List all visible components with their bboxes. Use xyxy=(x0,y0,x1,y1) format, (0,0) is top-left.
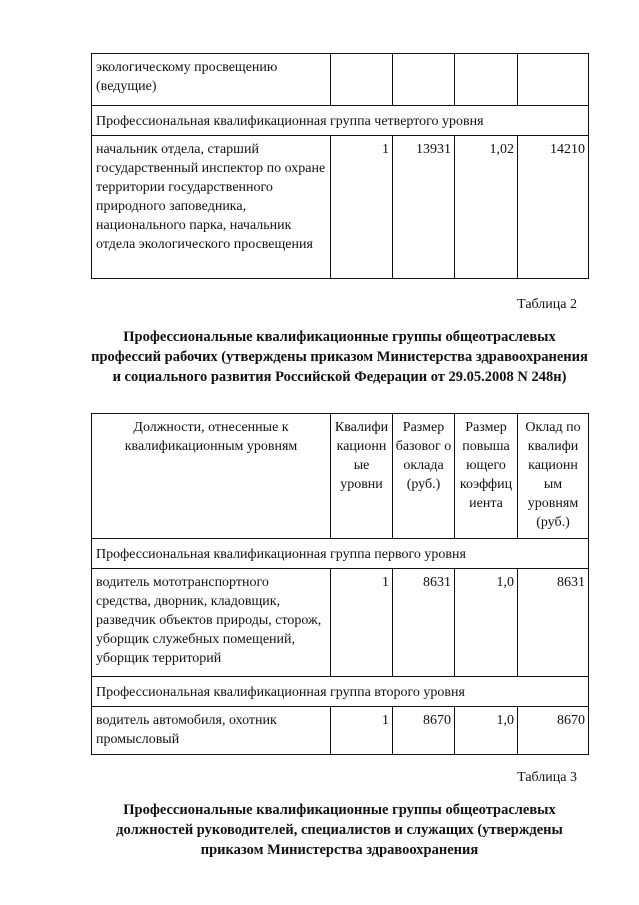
table2-row2-coef: 1,0 xyxy=(455,707,518,755)
table2-row2-level: 1 xyxy=(331,707,393,755)
table2-row1-coef: 1,0 xyxy=(455,569,518,677)
table1-row2-base: 13931 xyxy=(393,136,455,279)
table-row xyxy=(92,677,589,707)
header-levels: Квалифи кационн ые уровни xyxy=(331,414,393,539)
table-1 xyxy=(91,53,589,279)
table1-row1-desc: экологическому просвещению (ведущие) xyxy=(92,54,331,106)
table2-row1-level: 1 xyxy=(331,569,393,677)
group-heading: Профессиональная квалификационная группа первого уровня xyxy=(92,539,589,569)
table1-row1-base xyxy=(393,54,455,106)
group-heading: Профессиональная квалификационная группа второго уровня xyxy=(92,677,589,707)
header-salary: Оклад по квалифи кационн ым уровням (руб.) xyxy=(518,414,589,539)
table1-row1-level xyxy=(331,54,393,106)
header-positions: Должности, отнесенные к квалификационным уровням xyxy=(92,414,331,539)
table2-row1-salary: 8631 xyxy=(518,569,589,677)
table-3-caption: Профессиональные квалификационные группы общеотраслевых должностей руководителей, специалистов и служащих (утверждены приказом Министерства здравоохранения xyxy=(116,802,563,858)
table-3-label: Таблица 3 xyxy=(517,770,577,785)
table-header-row xyxy=(92,414,589,539)
table-row xyxy=(92,136,589,279)
table1-row1-salary xyxy=(518,54,589,106)
table-row xyxy=(92,106,589,136)
table1-row2-coef: 1,02 xyxy=(455,136,518,279)
table-2 xyxy=(91,413,589,755)
table2-row1-desc: водитель мототранспортного средства, дворник, кладовщик, разведчик объектов природы, сторож, уборщик служебных помещений, уборщик территорий xyxy=(92,569,331,677)
table-row xyxy=(92,539,589,569)
table-row xyxy=(92,569,589,677)
table1-row1-coef xyxy=(455,54,518,106)
table1-row2-level: 1 xyxy=(331,136,393,279)
group-heading: Профессиональная квалификационная группа четвертого уровня xyxy=(92,106,589,136)
table-row xyxy=(92,707,589,755)
table-2-label: Таблица 2 xyxy=(517,297,577,312)
table-row xyxy=(92,54,589,106)
header-coef: Размер повыша ющего коэффиц иента xyxy=(455,414,518,539)
header-base: Размер базовог о оклада (руб.) xyxy=(393,414,455,539)
table2-row2-salary: 8670 xyxy=(518,707,589,755)
table1-row2-desc: начальник отдела, старший государственный инспектор по охране территории государственного природного заповедника, национального парка, начальник отдела экологического просвещения xyxy=(92,136,331,279)
table1-row2-salary: 14210 xyxy=(518,136,589,279)
table2-row2-base: 8670 xyxy=(393,707,455,755)
table2-row2-desc: водитель автомобиля, охотник промысловый xyxy=(92,707,331,755)
table-2-caption: Профессиональные квалификационные группы общеотраслевых профессий рабочих (утверждены приказом Министерства здравоохранения и социального развития Российской Федерации от 29.05.2008 N 248н) xyxy=(91,329,588,385)
table2-row1-base: 8631 xyxy=(393,569,455,677)
